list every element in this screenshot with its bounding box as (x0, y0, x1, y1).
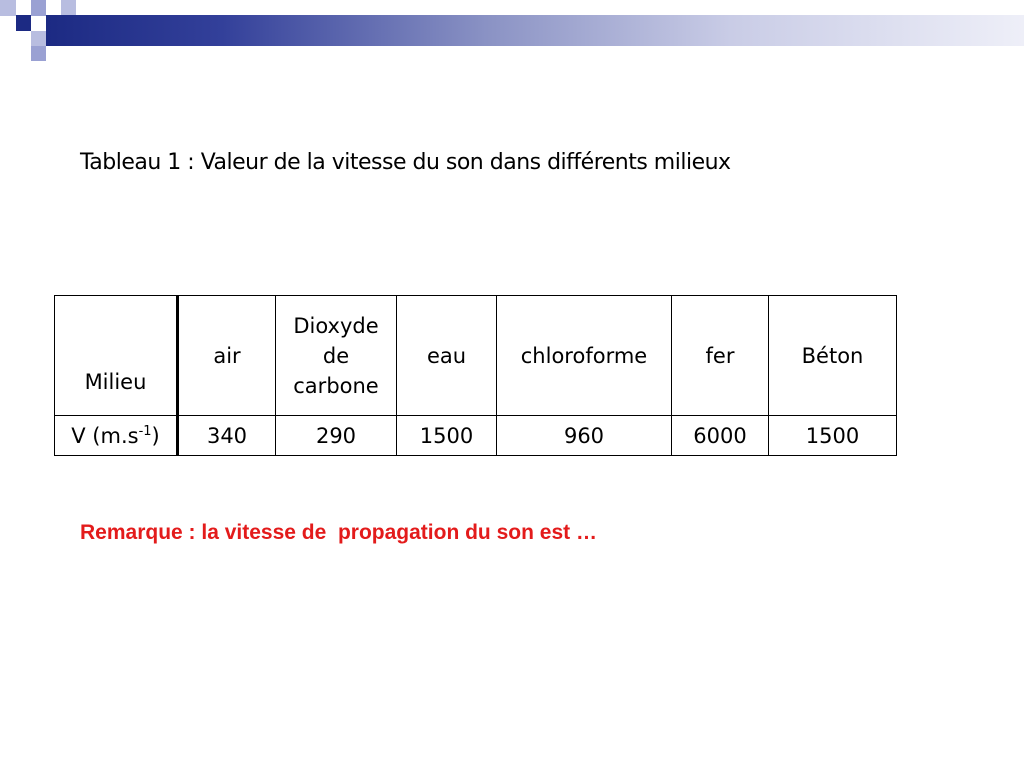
deco-square (31, 0, 46, 16)
header-cell: chloroforme (497, 296, 672, 416)
header-cell (276, 296, 397, 416)
row-header-velocity (55, 416, 178, 456)
deco-square (16, 31, 31, 46)
header-cell: eau (397, 296, 497, 416)
value-cell: 1500 (769, 416, 897, 456)
velocity-label: V (m.s (71, 423, 139, 448)
header-cell: air (178, 296, 276, 416)
table-caption: Tableau 1 : Valeur de la vitesse du son dans différents milieux (80, 150, 731, 175)
deco-square (61, 0, 76, 15)
table-header-row (55, 296, 897, 416)
speed-table (54, 295, 897, 456)
table-row (55, 416, 897, 456)
deco-square (31, 31, 46, 46)
value-cell: 6000 (672, 416, 769, 456)
header-cell-line: carbone (293, 373, 379, 398)
value-cell: 340 (178, 416, 276, 456)
deco-square (31, 46, 46, 61)
header-cell: Béton (769, 296, 897, 416)
header-cell-line: Dioxyde (293, 313, 379, 338)
deco-square (0, 0, 16, 16)
header-decoration (0, 0, 1024, 70)
header-banner (46, 15, 1024, 46)
deco-square (16, 15, 31, 31)
row-header-milieu: Milieu (55, 296, 178, 416)
velocity-label-close: ) (151, 423, 160, 448)
header-cell-line: de (322, 343, 350, 368)
value-cell: 1500 (397, 416, 497, 456)
velocity-exponent: -1 (138, 423, 152, 439)
header-cell: fer (672, 296, 769, 416)
value-cell: 960 (497, 416, 672, 456)
remark-text: Remarque : la vitesse de propagation du son est … (80, 521, 597, 544)
value-cell: 290 (276, 416, 397, 456)
